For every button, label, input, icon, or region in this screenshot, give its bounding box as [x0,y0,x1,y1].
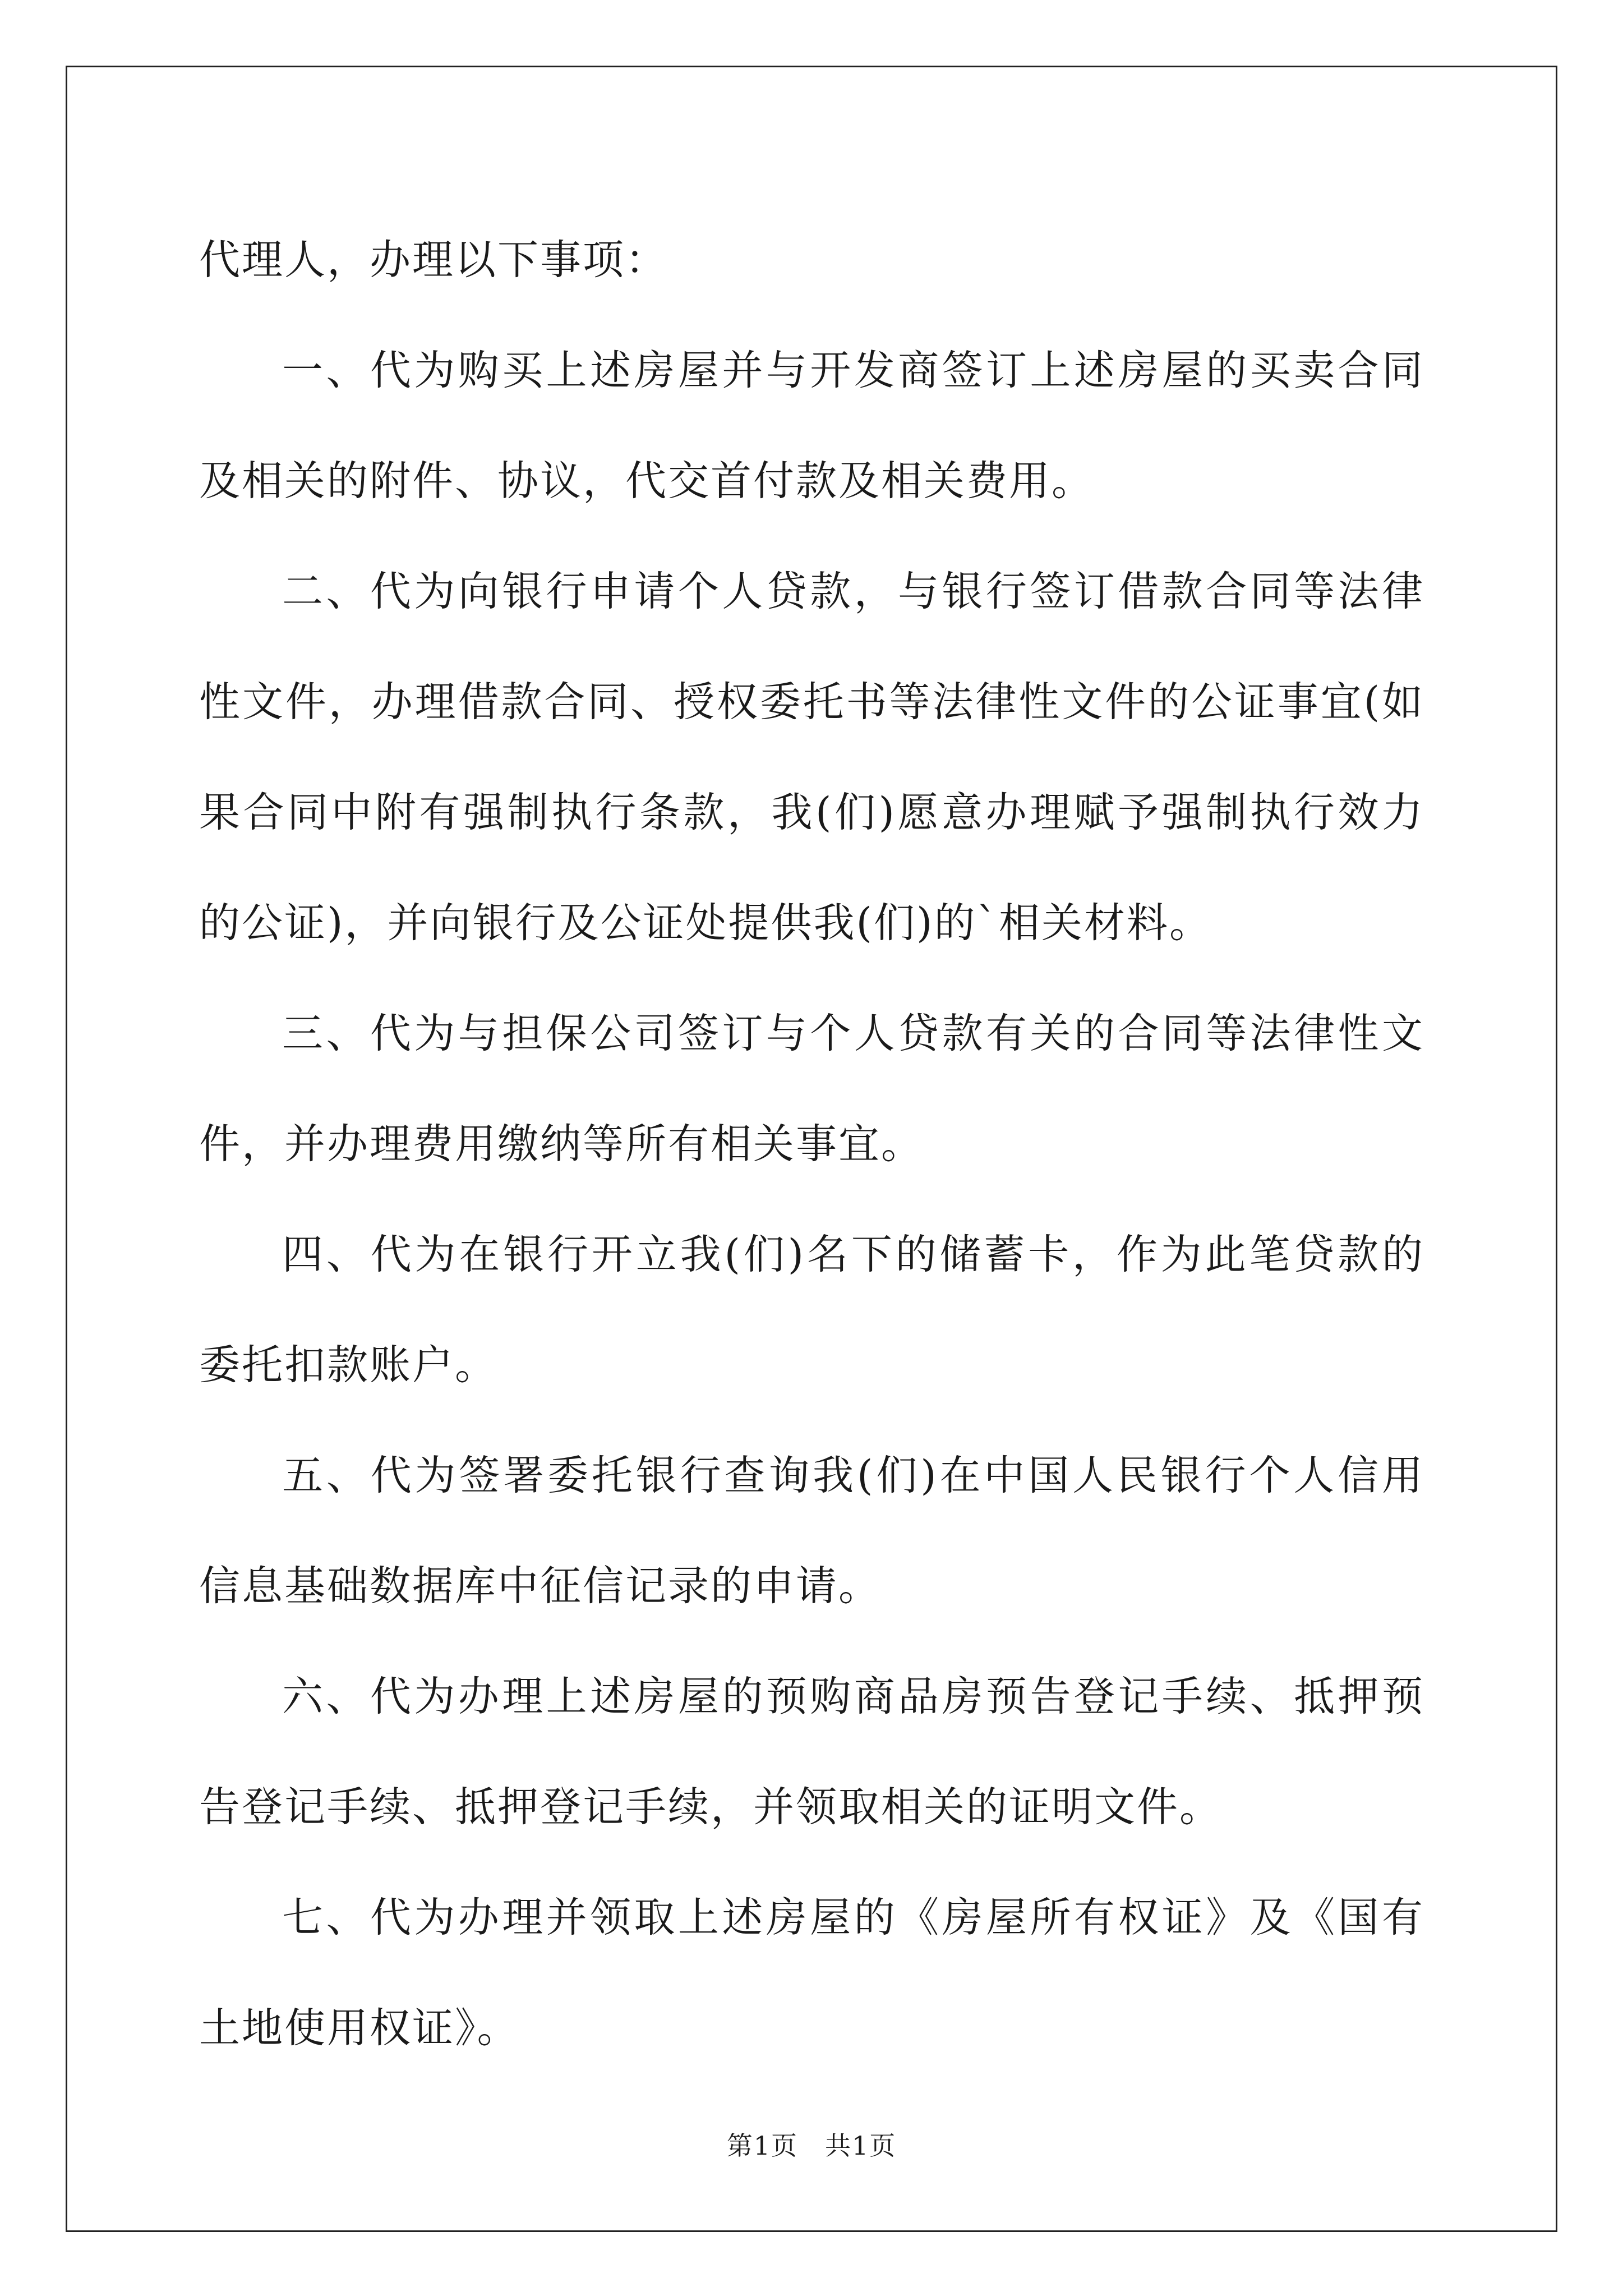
paragraph-item-2: 二、代为向银行申请个人贷款，与银行签订借款合同等法律性文件，办理借款合同、授权委托书等法律性文件的公证事宜(如果合同中附有强制执行条款，我(们)愿意办理赋予强制执行效力的公证)，并向银行及公证处提供我(们)的`相关材料。 [199,568,1424,947]
paragraph-item-5: 五、代为签署委托银行查询我(们)在中国人民银行个人信用信息基础数据库中征信记录的申请。 [199,1452,1424,1610]
paragraph-item-7: 七、代为办理并领取上述房屋的《房屋所有权证》及《国有土地使用权证》。 [199,1894,1424,2052]
paragraph-item-4: 四、代为在银行开立我(们)名下的储蓄卡，作为此笔贷款的委托扣款账户。 [199,1231,1424,1389]
paragraph-item-3: 三、代为与担保公司签订与个人贷款有关的合同等法律性文件，并办理费用缴纳等所有相关事宜。 [199,1010,1424,1168]
document-body [199,205,1424,2083]
paragraph-item-1: 一、代为购买上述房屋并与开发商签订上述房屋的买卖合同及相关的附件、协议，代交首付款及相关费用。 [199,347,1424,505]
paragraph-item-6: 六、代为办理上述房屋的预购商品房预告登记手续、抵押预告登记手续、抵押登记手续，并领取相关的证明文件。 [199,1673,1424,1831]
page-number-footer: 第1页 共1页 [726,2131,897,2161]
paragraph-intro: 代理人，办理以下事项： [199,236,668,284]
